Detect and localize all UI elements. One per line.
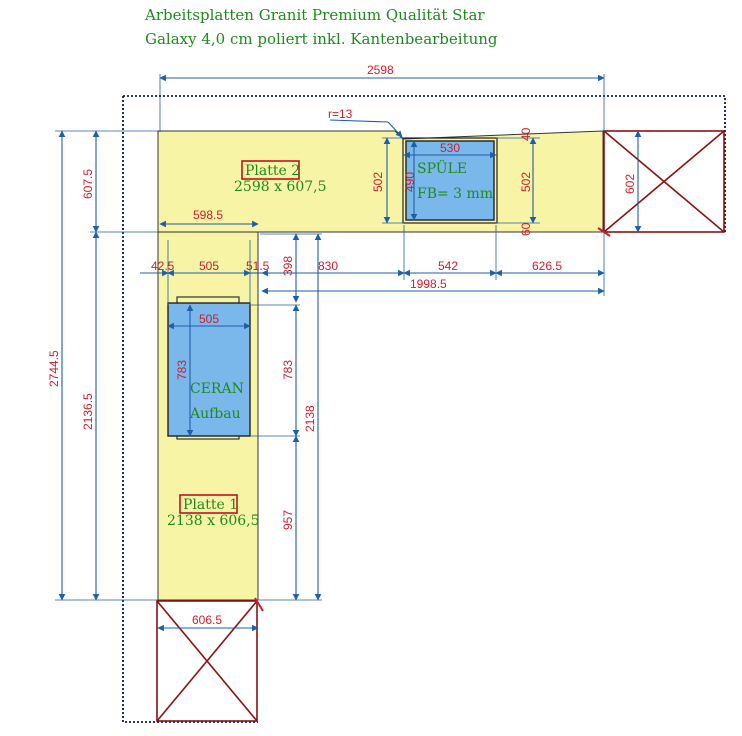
dim-overall-width: 2598 [367,63,394,77]
dim-sink-width: 530 [440,141,461,155]
dim-505-row: 505 [199,259,220,273]
dim-cooktop-height-inner: 783 [175,359,189,380]
dim-51-5: 51.5 [246,259,270,273]
dim-2138: 2138 [303,405,317,432]
plate-1-label: Platte 1 [183,497,239,513]
dim-sink-depth-left: 502 [371,171,385,192]
dim-cooktop-height-outer: 783 [281,359,295,380]
dim-40: 40 [519,127,533,141]
plate-2-size: 2598 x 607,5 [234,179,327,195]
dim-total-height: 2744.5 [47,350,61,387]
header-line-2: Galaxy 4,0 cm poliert inkl. Kantenbearbeitung [145,30,498,48]
cooktop-label-2: Aufbau [190,406,241,422]
dim-542: 542 [438,259,459,273]
dim-398: 398 [281,255,295,276]
dim-1998-5: 1998.5 [410,277,447,291]
dim-sink-depth-right: 502 [519,171,533,192]
plate-1-size: 2138 x 606,5 [167,513,260,529]
dim-60: 60 [519,222,533,236]
dim-tall-cabinet-depth: 602 [623,173,637,194]
dim-sink-inner: 490 [403,171,417,192]
dim-830: 830 [318,259,339,273]
plate-2-label: Platte 2 [245,163,301,179]
tall-cabinet-right [604,131,724,232]
dim-corner-width: 598.5 [193,208,224,222]
dim-lower-height: 2136.5 [81,393,95,430]
header-line-1: Arbeitsplatten Granit Premium Qualität Star [145,6,485,24]
sink-label: SPÜLE [417,161,468,177]
dim-radius: r=13 [328,107,353,121]
cooktop-label-1: CERAN [190,381,244,397]
dim-42-5: 42.5 [151,259,175,273]
dim-bottom-cabinet-width: 606.5 [192,613,223,627]
dim-cooktop-width: 505 [199,312,220,326]
dim-957: 957 [281,509,295,530]
dim-626-5: 626.5 [532,259,563,273]
dim-left-top-depth: 607.5 [81,168,95,199]
sink-note: FB= 3 mm [417,186,494,202]
